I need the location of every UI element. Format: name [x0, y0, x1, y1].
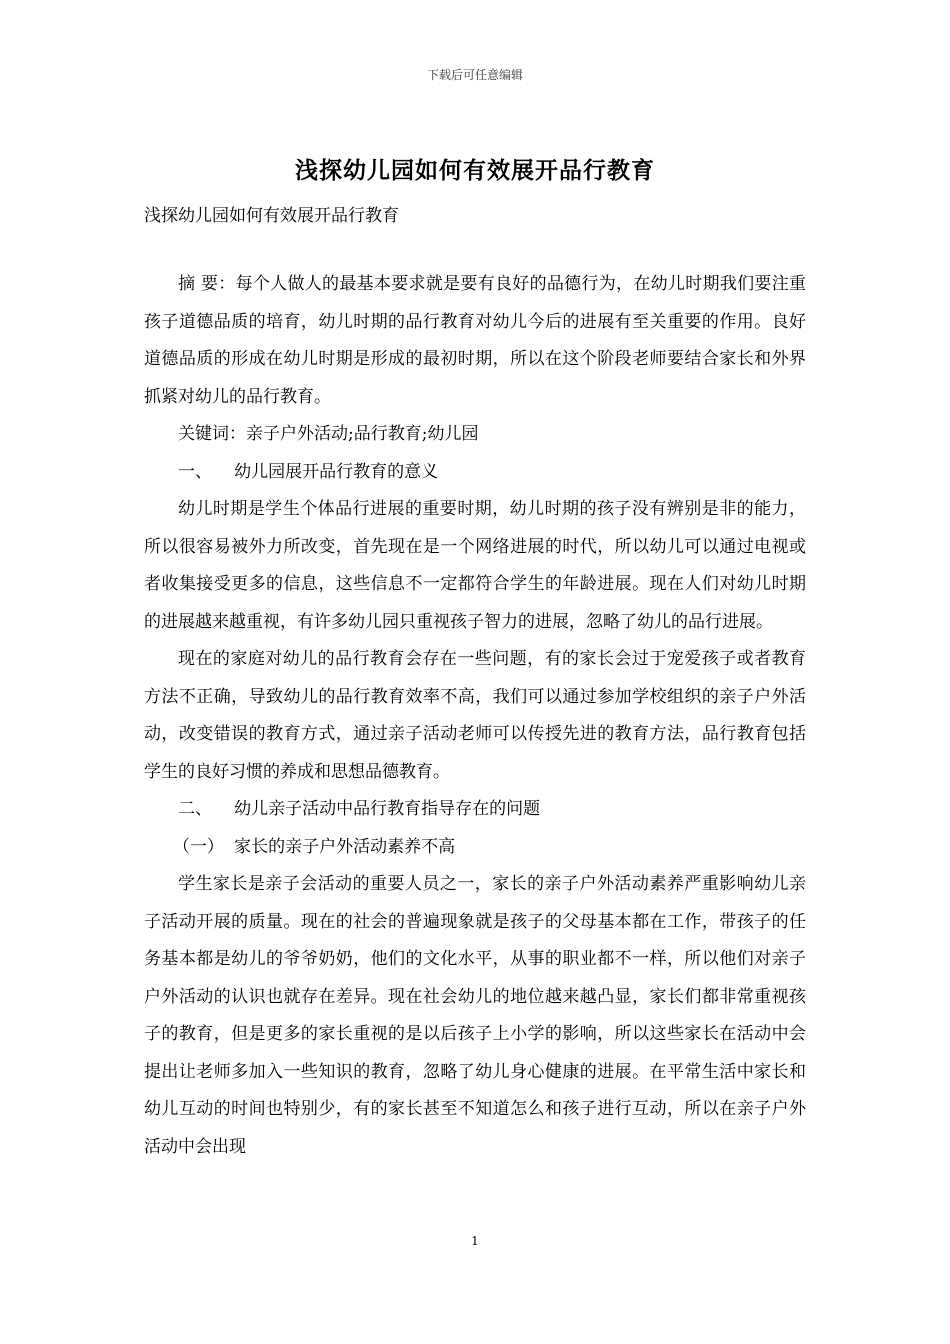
subsection-heading-1: [144, 829, 806, 867]
section-number: 一、: [178, 461, 212, 482]
subsection-title: 家长的亲子户外活动素养不高: [234, 836, 456, 857]
document-title: 浅探幼儿园如何有效展开品行教育: [295, 157, 655, 184]
section-title: 幼儿亲子活动中品行教育指导存在的问题: [234, 799, 541, 819]
section-heading-2: [144, 791, 806, 829]
section-heading-1: [144, 454, 806, 492]
subsection-number: （一）: [172, 836, 224, 857]
body-paragraph-3: 学生家长是亲子会活动的重要人员之一，家长的亲子户外活动素养严重影响幼儿亲子活动开展的质量。现在的社会的普遍现象就是孩子的父母基本都在工作，带孩子的任务基本都是幼儿的爷爷奶奶，他们的文化水平，从事的职业都不一样，所以他们对亲子户外活动的认识也就存在差异。现在社会幼儿的地位越来越凸显，家长们都非常重视孩子的教育，但是更多的家长重视的是以后孩子上小学的影响，所以这些家长在活动中会提出让老师多加入一些知识的教育，忽略了幼儿身心健康的进展。在平常生活中家长和幼儿互动的时间也特别少，有的家长甚至不知道怎么和孩子进行互动，所以在亲子户外活动中会出现: [144, 874, 806, 1157]
document-subtitle: 浅探幼儿园如何有效展开品行教育: [144, 206, 399, 226]
keywords-paragraph: 关键词：亲子户外活动;品行教育;幼儿园: [178, 424, 479, 444]
section-title: 幼儿园展开品行教育的意义: [234, 461, 439, 482]
section-number: 二、: [178, 799, 212, 819]
page-number: 1: [471, 1234, 479, 1248]
document-body: [144, 266, 806, 1166]
body-paragraph-2: 现在的家庭对幼儿的品行教育会存在一些问题，有的家长会过于宠爱孩子或者教育方法不正确，导致幼儿的品行教育效率不高，我们可以通过参加学校组织的亲子户外活动，改变错误的教育方式，通过亲子活动老师可以传授先进的教育方法，品行教育包括学生的良好习惯的养成和思想品德教育。: [144, 649, 806, 782]
header-note: 下载后可任意编辑: [426, 68, 523, 82]
abstract-paragraph: 摘 要：每个人做人的最基本要求就是要有良好的品德行为，在幼儿时期我们要注重孩子道德品质的培育，幼儿时期的品行教育对幼儿今后的进展有至关重要的作用。良好道德品质的形成在幼儿时期是形成的最初时期，所以在这个阶段老师要结合家长和外界抓紧对幼儿的品行教育。: [144, 274, 806, 407]
body-paragraph-1: 幼儿时期是学生个体品行进展的重要时期，幼儿时期的孩子没有辨别是非的能力，所以很容易被外力所改变，首先现在是一个网络进展的时代，所以幼儿可以通过电视或者收集接受更多的信息，这些信息不一定都符合学生的年龄进展。现在人们对幼儿时期的进展越来越重视，有许多幼儿园只重视孩子智力的进展，忽略了幼儿的品行进展。: [144, 499, 806, 632]
